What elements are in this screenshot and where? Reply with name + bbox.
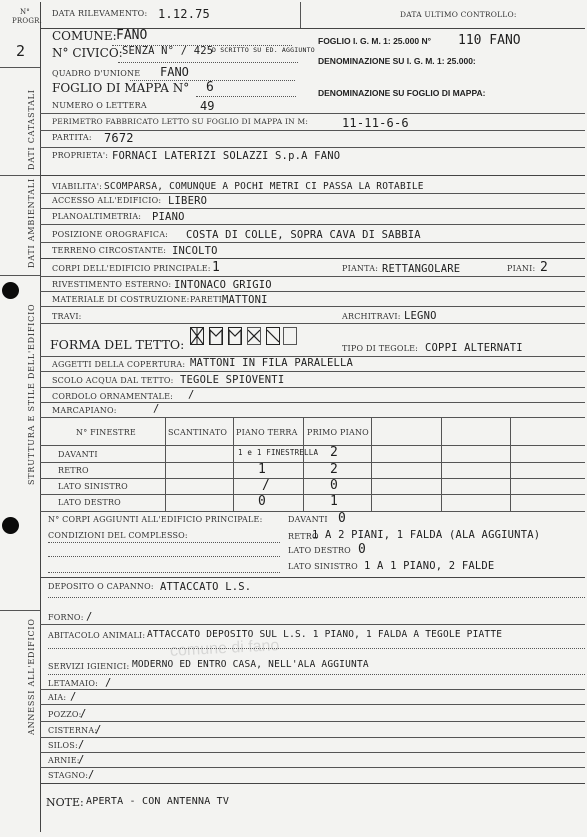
perimetro-value: 11-11-6-6 (342, 116, 409, 130)
side-label-annessi: ANNESSI ALL'EDIFICIO (27, 618, 36, 735)
cordolo-value: / (188, 389, 195, 401)
arnie-label: ARNIE: (48, 756, 80, 765)
condizioni-label: CONDIZIONI DEL COMPLESSO: (48, 531, 188, 540)
rivestimento-value: INTONACO GRIGIO (174, 279, 272, 291)
retro-value: 1 A 2 PIANI, 1 FALDA (ALA AGGIUNTA) (312, 529, 541, 541)
table-cell: 1 (330, 494, 338, 509)
lato-destro-value: 0 (358, 542, 366, 557)
cisterna-label: CISTERNA: (48, 726, 98, 735)
accesso-label: ACCESSO ALL'EDIFICIO: (52, 196, 162, 205)
table-cell: 0 (258, 494, 266, 509)
forno-value: / (86, 611, 93, 623)
n-prog-value: 2 (16, 42, 26, 60)
letamaio-value: / (105, 677, 112, 689)
table-row-label: RETRO (58, 466, 89, 475)
table-cell: 2 (330, 462, 338, 477)
aggetti-value: MATTONI IN FILA PARALELLA (190, 357, 354, 369)
igm-foglio-label: FOGLIO I. G. M. 1: 25.000 N° (318, 36, 431, 46)
corpi-value: 1 (212, 260, 220, 275)
planoaltimetria-value: PIANO (152, 211, 185, 223)
marcapiano-label: MARCAPIANO: (52, 406, 117, 415)
table-cell: 1 (258, 462, 266, 477)
lato-sinistro-label: LATO SINISTRO (288, 562, 358, 571)
travi-label: TRAVI: (52, 312, 82, 321)
table-cell: 1 e 1 FINESTRELLA (238, 448, 319, 457)
civico-label: N° CIVICO: (52, 46, 123, 60)
side-label-dati-ambientali: DATI AMBIENTALI (27, 178, 36, 268)
side-label-dati-catastali: DATI CATASTALI (27, 89, 36, 170)
pareti-label: PARETI (190, 295, 222, 304)
aia-value: / (70, 691, 77, 703)
silos-label: SILOS: (48, 741, 78, 750)
roof-shape-icon-2 (209, 327, 223, 345)
n-prog-label: N° PROGR. (12, 8, 43, 25)
tipo-tegole-label: TIPO DI TEGOLE: (342, 344, 419, 353)
numero-label: NUMERO O LETTERA (52, 101, 147, 110)
table-cell: 0 (330, 478, 338, 493)
stagno-value: / (88, 769, 95, 781)
davanti-value: 0 (338, 511, 346, 526)
comune-value: FANO (116, 28, 148, 43)
lato-destro-label: LATO DESTRO (288, 546, 351, 555)
servizi-value: MODERNO ED ENTRO CASA, NELL'ALA AGGIUNTA (132, 659, 369, 670)
civico-note: D SCRITTO SU ED. AGGIUNTO (212, 46, 315, 54)
forma-tetto-label: FORMA DEL TETTO: (50, 337, 185, 352)
table-cell: / (262, 478, 270, 493)
architravi-value: LEGNO (404, 310, 437, 322)
cordolo-label: CORDOLO ORNAMENTALE: (52, 392, 174, 401)
aia-label: AIA: (48, 693, 67, 702)
lato-sinistro-value: 1 A 1 PIANO, 2 FALDE (364, 560, 495, 572)
terreno-value: INCOLTO (172, 245, 218, 257)
pianta-label: PIANTA: (342, 264, 379, 273)
pianta-value: RETTANGOLARE (382, 263, 461, 275)
proprieta-label: PROPRIETA': (52, 151, 109, 160)
foglio-label: FOGLIO DI MAPPA N° (52, 81, 190, 95)
marcapiano-value: / (153, 403, 160, 415)
corpi-aggiunti-label: N° CORPI AGGIUNTI ALL'EDIFICIO PRINCIPALE: (48, 515, 263, 524)
partita-value: 7672 (104, 131, 134, 145)
roof-shape-icon-5 (266, 327, 280, 345)
roof-shape-icon-1 (190, 327, 204, 345)
table-row-label: LATO SINISTRO (58, 482, 128, 491)
pozzo-value: / (80, 708, 87, 720)
igm-denominazione-label: DENOMINAZIONE SU I. G. M. 1: 25.000: (318, 56, 476, 66)
silos-value: / (78, 739, 85, 751)
viabilita-label: VIABILITA': (52, 182, 102, 191)
data-rilevamento-value: 1.12.75 (158, 7, 210, 21)
aggetti-label: AGGETTI DELLA COPERTURA: (52, 360, 186, 369)
rivestimento-label: RIVESTIMENTO ESTERNO: (52, 280, 172, 289)
data-ultimo-controllo-label: DATA ULTIMO CONTROLLO: (400, 10, 517, 19)
letamaio-label: LETAMAIO: (48, 679, 99, 688)
pozzo-label: POZZO: (48, 710, 82, 719)
scolo-value: TEGOLE SPIOVENTI (180, 374, 285, 386)
civico-value: SENZA N° / 425 (122, 45, 214, 57)
abitacolo-value: ATTACCATO DEPOSITO SUL L.S. 1 PIANO, 1 FALDA A TEGOLE PIATTE (147, 629, 503, 640)
denominazione-mappa-label: DENOMINAZIONE SU FOGLIO DI MAPPA: (318, 88, 486, 98)
piano-terra-header: PIANO TERRA (236, 428, 298, 437)
posizione-label: POSIZIONE OROGRAFICA: (52, 230, 169, 239)
note-value: APERTA - CON ANTENNA TV (86, 796, 230, 807)
piani-value: 2 (540, 260, 548, 275)
pareti-value: MATTONI (222, 294, 268, 306)
quadro-value: FANO (160, 65, 189, 79)
punch-hole-bottom (2, 517, 19, 534)
scolo-label: SCOLO ACQUA DAL TETTO: (52, 376, 174, 385)
forno-label: FORNO: (48, 613, 84, 622)
corpi-label: CORPI DELL'EDIFICIO PRINCIPALE: (52, 264, 211, 273)
roof-shape-icon-3 (228, 327, 242, 345)
foglio-value: 6 (206, 80, 214, 95)
primo-piano-header: PRIMO PIANO (307, 428, 369, 437)
scantinato-header: SCANTINATO (168, 428, 228, 437)
arnie-value: / (78, 754, 85, 766)
watermark: comune di fano (169, 637, 280, 660)
cisterna-value: / (95, 724, 102, 736)
note-label: NOTE: (46, 796, 84, 809)
partita-label: PARTITA: (52, 133, 92, 142)
tipo-tegole-value: COPPI ALTERNATI (425, 342, 523, 354)
side-label-struttura: STRUTTURA E STILE DELL'EDIFICIO (27, 303, 36, 485)
proprieta-value: FORNACI LATERIZI SOLAZZI S.p.A FANO (112, 150, 341, 162)
materiale-label: MATERIALE DI COSTRUZIONE: (52, 295, 190, 304)
servizi-label: SERVIZI IGIENICI: (48, 662, 130, 671)
deposito-label: DEPOSITO O CAPANNO: (48, 582, 154, 591)
viabilita-value: SCOMPARSA, COMUNQUE A POCHI METRI CI PASSA LA ROTABILE (104, 181, 424, 192)
perimetro-label: PERIMETRO FABBRICATO LETTO SU FOGLIO DI MAPPA IN M: (52, 117, 309, 126)
terreno-label: TERRENO CIRCOSTANTE: (52, 246, 167, 255)
table-row-label: DAVANTI (58, 450, 98, 459)
roof-shape-icon-6 (283, 327, 297, 345)
comune-label: COMUNE: (52, 29, 117, 43)
piani-label: PIANI: (507, 264, 536, 273)
planoaltimetria-label: PLANOALTIMETRIA: (52, 212, 142, 221)
retro-label: RETRO (288, 532, 319, 541)
davanti-label: DAVANTI (288, 515, 328, 524)
data-rilevamento-label: DATA RILEVAMENTO: (52, 9, 148, 18)
abitacolo-label: ABITACOLO ANIMALI: (48, 631, 146, 640)
architravi-label: ARCHITRAVI: (342, 312, 401, 321)
table-row-label: LATO DESTRO (58, 498, 121, 507)
numero-value: 49 (200, 99, 215, 113)
table-cell: 2 (330, 445, 338, 460)
roof-shape-icon-4 (247, 327, 261, 345)
quadro-label: QUADRO D'UNIONE (52, 69, 141, 78)
punch-hole-top (2, 282, 19, 299)
accesso-value: LIBERO (168, 195, 208, 207)
igm-foglio-value: 110 FANO (458, 33, 521, 48)
deposito-value: ATTACCATO L.S. (160, 581, 252, 593)
posizione-value: COSTA DI COLLE, SOPRA CAVA DI SABBIA (186, 229, 421, 241)
stagno-label: STAGNO: (48, 771, 89, 780)
finestre-header: N° FINESTRE (76, 428, 136, 437)
